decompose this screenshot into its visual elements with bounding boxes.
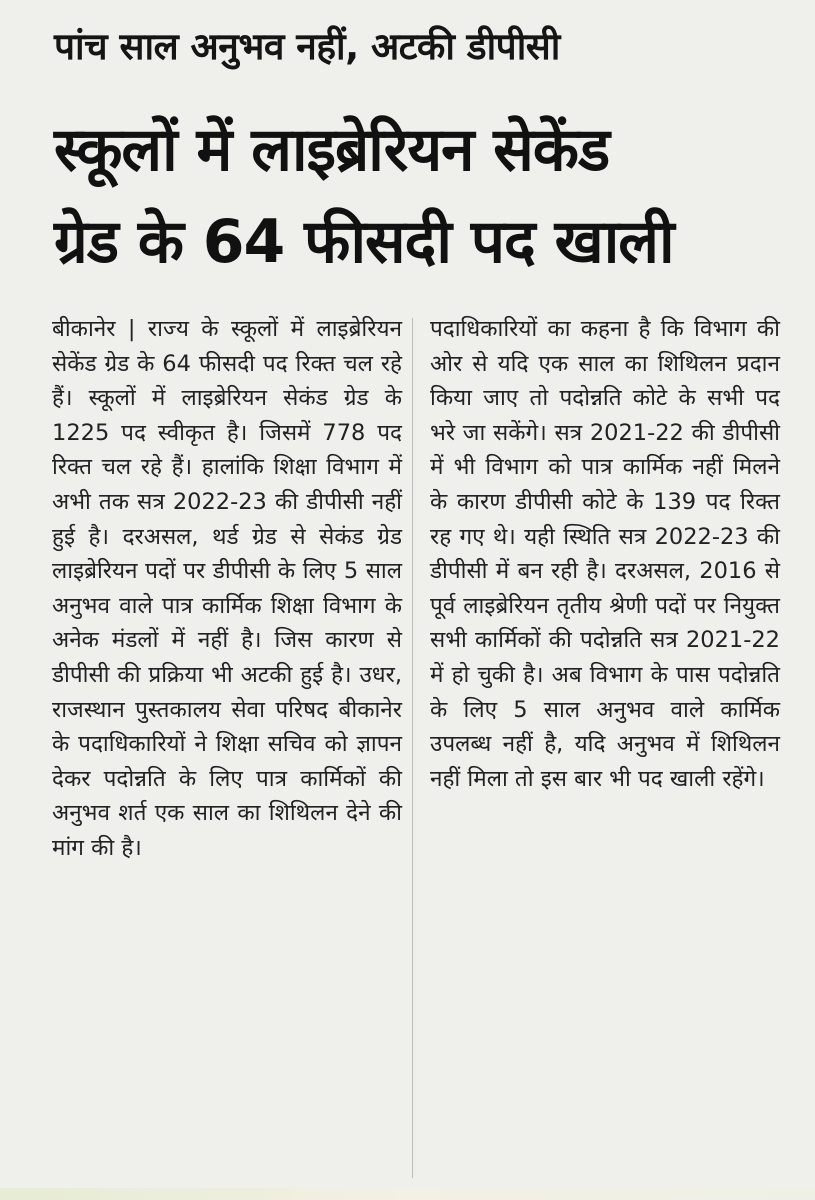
article-headline	[54, 104, 794, 288]
column-divider	[412, 318, 413, 1178]
article-body-right-column: पदाधिकारियों का कहना है कि विभाग की ओर से यदि एक साल का शिथिलन प्रदान किया जाए तो पदोन्नति कोटे के सभी पद भरे जा सकेंगे। सत्र 2021-22 की डीपीसी में भी विभाग को पात्र कार्मिक नहीं मिलने के कारण डीपीसी कोटे के 139 पद रिक्त रह गए थे। यही स्थिति सत्र 2022-23 की डीपीसी में बन रही है। दरअसल, 2016 से पूर्व लाइब्रेरियन तृतीय श्रेणी पदों पर नियुक्त सभी कार्मिकों की पदोन्नति सत्र 2021-22 में हो चुकी है। अब विभाग के पास पदोन्नति के लिए 5 साल अनुभव वाले कार्मिक उपलब्ध नहीं है, यदि अनुभव में शिथिलन नहीं मिला तो इस बार भी पद खाली रहेंगे।	[430, 316, 780, 792]
article-body-left-column: बीकानेर | राज्य के स्कूलों में लाइब्रेरियन सेकेंड ग्रेड के 64 फीसदी पद रिक्त चल रहे हैं। स्कूलों में लाइब्रेरियन सेकंड ग्रेड के 1225 पद स्वीकृत है। जिसमें 778 पद रिक्त चल रहे हैं। हालांकि शिक्षा विभाग में अभी तक सत्र 2022-23 की डीपीसी नहीं हुई है। दरअसल, थर्ड ग्रेड से सेकंड ग्रेड लाइब्रेरियन पदों पर डीपीसी के लिए 5 साल अनुभव वाले पात्र कार्मिक शिक्षा विभाग के अनेक मंडलों में नहीं है। जिस कारण से डीपीसी की प्रक्रिया भी अटकी हुई है। उधर, राजस्थान पुस्तकालय सेवा परिषद बीकानेर के पदाधिकारियों ने शिक्षा सचिव को ज्ञापन देकर पदोन्नति के लिए पात्र कार्मिकों की अनुभव शर्त एक साल का शिथिलन देने की मांग की है।	[52, 316, 402, 861]
headline-line-1: स्कूलों में लाइब्रेरियन सेकेंड	[54, 115, 610, 185]
clipping-bottom-edge	[0, 1188, 815, 1200]
headline-line-2: ग्रेड के 64 फीसदी पद खाली	[54, 207, 674, 277]
article-kicker: पांच साल अनुभव नहीं, अटकी डीपीसी	[54, 25, 560, 68]
